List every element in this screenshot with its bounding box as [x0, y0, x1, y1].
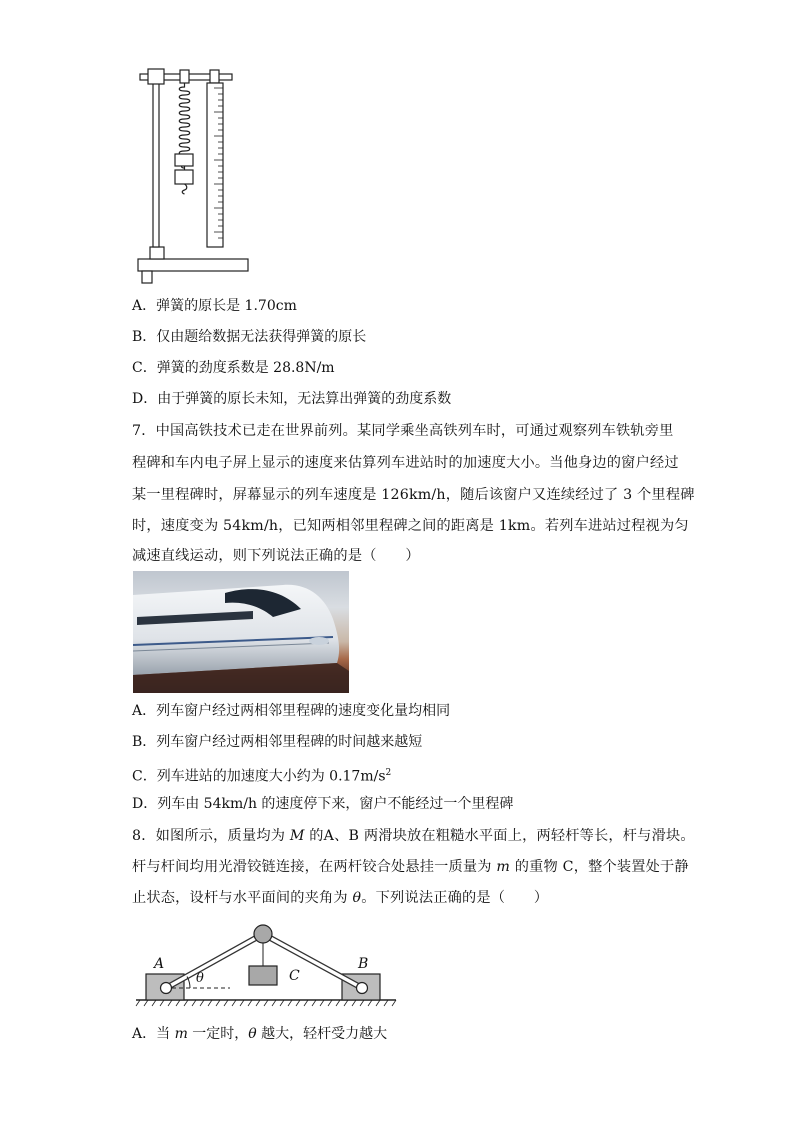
q8-stem-line-3: [132, 888, 548, 908]
spring-stand-figure: [136, 66, 252, 286]
label-theta: θ: [196, 971, 204, 986]
q8-line1-part-b: 的A、B 两滑块放在粗糙水平面上，两轻杆等长，杆与滑块。: [304, 828, 695, 844]
label-a: A: [154, 956, 165, 972]
q8-option-a-var-m: m: [174, 1026, 188, 1042]
q8-var-m: m: [496, 859, 511, 875]
q8-line2-part-a: 杆与杆间均用光滑铰链连接，在两杆铰合处悬挂一质量为: [132, 859, 497, 875]
q7-stem-line-1: 7．中国高铁技术已走在世界前列。某同学乘坐高铁列车时，可通过观察列车铁轨旁里: [132, 423, 674, 439]
q8-option-a-part-3: 越大，轻杆受力越大: [256, 1026, 388, 1042]
q8-option-a-var-theta: θ: [248, 1026, 257, 1042]
q7-option-c-superscript: 2: [385, 768, 392, 778]
rod-slider-figure: [134, 918, 400, 1010]
q8-line2-part-b: 的重物 C，整个装置处于静: [510, 859, 689, 875]
q8-line1-part-a: 8．如图所示，质量均为: [132, 828, 290, 844]
q8-option-a: [132, 1024, 387, 1044]
label-c: C: [289, 968, 300, 984]
q8-option-a-part-1: A．当: [132, 1026, 175, 1042]
q7-stem-line-2: 程碑和车内电子屏上显示的速度来估算列车进站时的加速度大小。当他身边的窗户经过: [132, 455, 679, 471]
q8-line3-part-a: 止状态，设杆与水平面间的夹角为: [132, 890, 353, 906]
q8-option-a-part-2: 一定时，: [187, 1026, 249, 1042]
q7-option-c-text: C．列车进站的加速度大小约为 0.17m/s: [132, 768, 386, 785]
q6-option-c: C．弹簧的劲度系数是 28.8N/m: [132, 360, 335, 376]
q8-var-M: M: [289, 828, 305, 844]
q7-stem-line-5: 减速直线运动，则下列说法正确的是（ ）: [132, 548, 420, 564]
q7-option-a: A．列车窗户经过两相邻里程碑的速度变化量均相同: [132, 703, 451, 719]
high-speed-train-photo: [133, 571, 349, 693]
q7-option-b: B．列车窗户经过两相邻里程碑的时间越来越短: [132, 734, 423, 750]
q8-stem-line-1: [132, 826, 695, 846]
q6-option-d: D．由于弹簧的原长未知，无法算出弹簧的劲度系数: [132, 391, 452, 407]
q6-option-b: B．仅由题给数据无法获得弹簧的原长: [132, 329, 367, 345]
q7-stem-line-4: 时，速度变为 54km/h，已知两相邻里程碑之间的距离是 1km。若列车进站过程视为匀: [132, 518, 689, 534]
q7-stem-line-3: 某一里程碑时，屏幕显示的列车速度是 126km/h，随后该窗户又连续经过了 3 个里程碑: [132, 487, 695, 503]
q7-option-d: D．列车由 54km/h 的速度停下来，窗户不能经过一个里程碑: [132, 796, 514, 812]
q6-option-a: A．弹簧的原长是 1.70cm: [132, 298, 297, 314]
label-b: B: [358, 956, 369, 972]
q8-line3-part-b: 。下列说法正确的是（ ）: [361, 890, 549, 906]
q8-var-theta: θ: [352, 890, 362, 906]
q7-option-c: [132, 763, 391, 787]
q8-stem-line-2: [132, 857, 689, 877]
